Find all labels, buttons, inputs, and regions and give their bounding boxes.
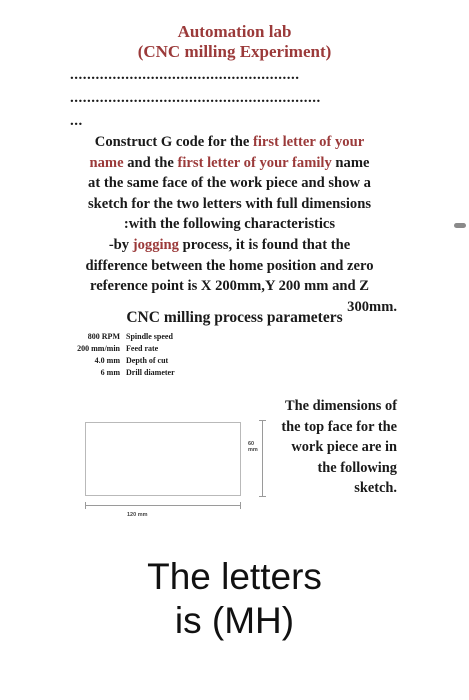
page-title: Automation lab: [177, 22, 292, 41]
instruction-line-1: Construct G code for the first letter of your: [94, 134, 365, 150]
instruction-line-6: -by jogging process, it is found that the: [108, 236, 351, 253]
workpiece-sketch-rectangle: [85, 422, 241, 496]
answer-line-2: is (MH): [174, 600, 295, 641]
sketch-description: The dimensions of the top face for the work piece are in the following sketch.: [281, 398, 397, 497]
width-dimension-tick-right: [240, 502, 241, 509]
parameter-value: 6 mm: [100, 368, 120, 377]
dotted-line-3: ...: [70, 113, 83, 129]
instruction-line-9: 300mm.: [347, 298, 397, 315]
dotted-line-1: ......................................................: [70, 67, 300, 83]
instruction-line-5: :with the following characteristics: [123, 216, 336, 233]
height-dimension-tick-top: [259, 420, 266, 421]
instruction-line-3: at the same face of the work piece and show a: [88, 175, 371, 192]
page-subtitle: (CNC milling Experiment): [137, 42, 332, 61]
height-dimension-line: [262, 420, 263, 496]
parameter-value: 4.0 mm: [94, 356, 120, 365]
scroll-handle[interactable]: [454, 223, 466, 228]
answer-line-1: The letters: [147, 556, 322, 597]
width-dimension-tick-left: [85, 502, 86, 509]
width-dimension-line: [85, 505, 241, 506]
parameter-row: [66, 356, 168, 365]
instruction-line-7: difference between the home position and zero: [85, 257, 374, 274]
parameter-value: 200 mm/min: [77, 344, 120, 353]
height-dimension-label: 60 mm: [248, 441, 258, 453]
instruction-line-4: sketch for the two letters with full dimensions: [87, 195, 372, 212]
parameter-row: [66, 368, 175, 377]
instructions-paragraph: [62, 132, 397, 317]
instruction-line-2: name and the first letter of your family name: [89, 154, 370, 171]
parameter-value: 800 RPM: [87, 332, 120, 341]
parameter-label: Feed rate: [126, 344, 159, 353]
height-dimension-tick-bottom: [259, 496, 266, 497]
width-dimension-label: 120 mm: [127, 512, 148, 518]
parameter-label: Drill diameter: [126, 368, 175, 377]
instruction-line-8: reference point is X 200mm,Y 200 mm and Z: [89, 278, 369, 295]
parameter-label: Spindle speed: [126, 332, 173, 341]
dotted-line-2: ...........................................................: [70, 90, 321, 106]
parameter-row: [66, 332, 173, 341]
parameters-title: CNC milling process parameters: [126, 309, 343, 326]
parameter-label: Depth of cut: [126, 356, 169, 365]
parameter-row: [66, 344, 158, 353]
